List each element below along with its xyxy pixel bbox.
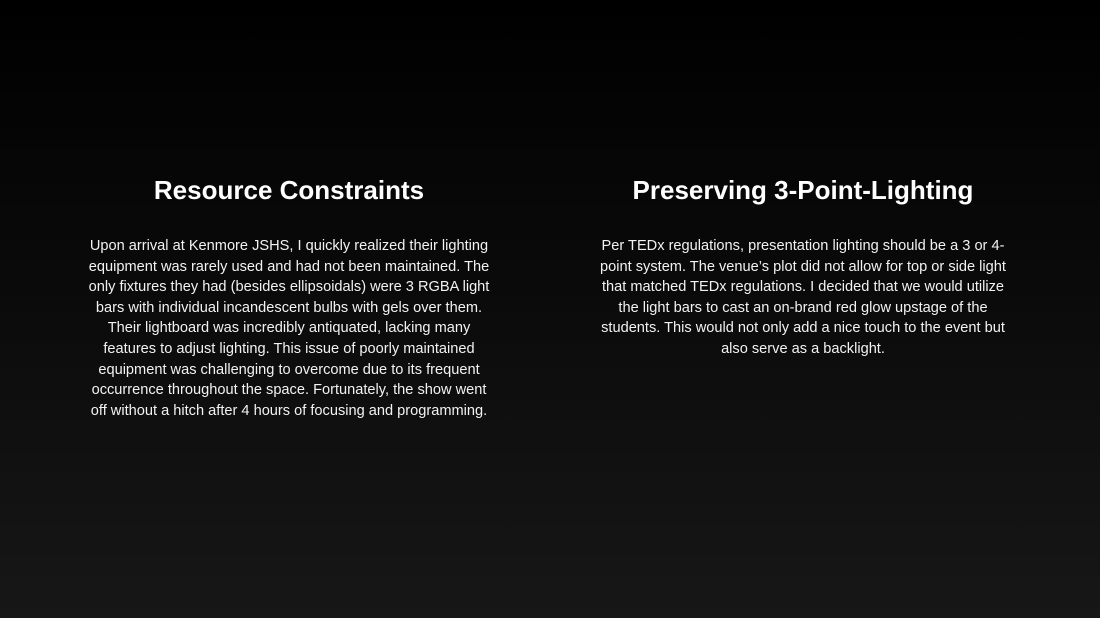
- three-point-lighting-heading: Preserving 3-Point-Lighting: [632, 175, 974, 205]
- three-point-lighting-body: Per TEDx regulations, presentation lighting should be a 3 or 4-point system. The venue’s plot did not allow for top or side light that matched TEDx regulations. I decided that we would utilize the light bars to cast an on-brand red glow upstage of the students. This would not only add a nice touch to the event but also serve as a backlight.: [600, 238, 1006, 357]
- three-point-lighting-section: [596, 174, 1010, 360]
- resource-constraints-section: [82, 174, 496, 421]
- resource-constraints-body: Upon arrival at Kenmore JSHS, I quickly realized their lighting equipment was rarely used and had not been maintained. The only fixtures they had (besides ellipsoidals) were 3 RGBA light bars with individual incandescent bulbs with gels over them. Their lightboard was incredibly antiquated, lacking many features to adjust lighting. This issue of poorly maintained equipment was challenging to overcome due to its frequent occurrence throughout the space. Fortunately, the show went off without a hitch after 4 hours of focusing and programming.: [88, 238, 490, 419]
- resource-constraints-heading: Resource Constraints: [153, 175, 425, 205]
